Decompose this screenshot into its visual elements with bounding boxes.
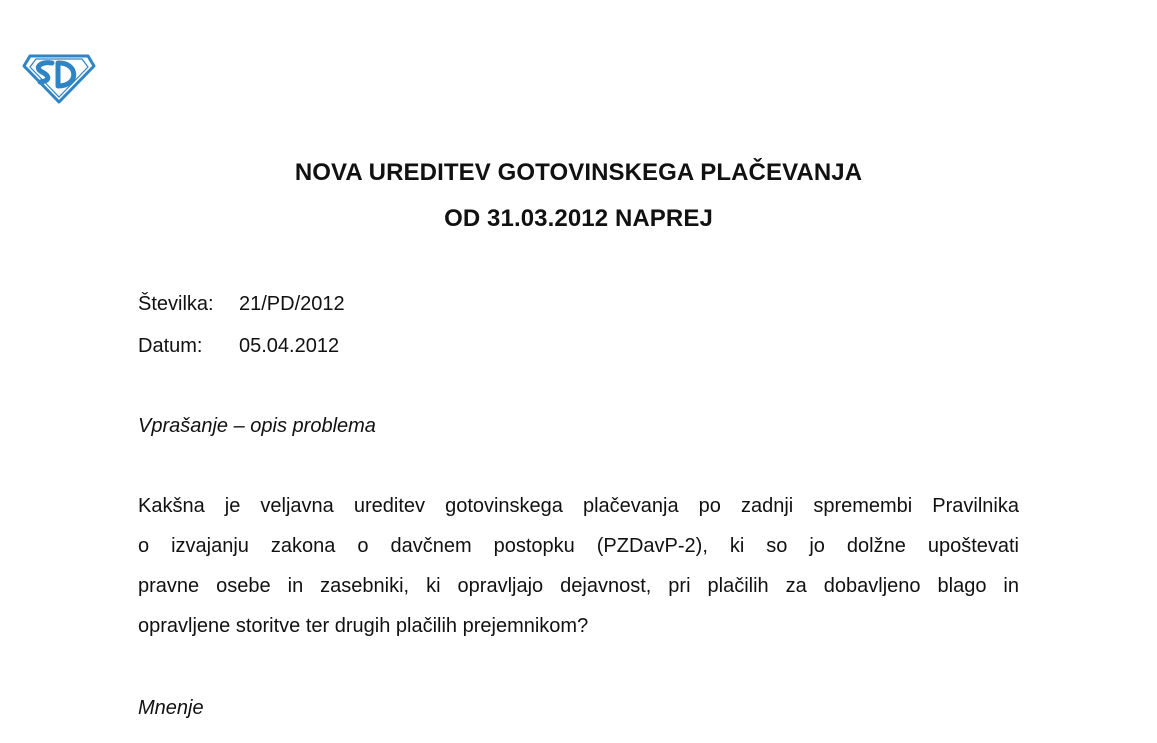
question-line: Kakšna je veljavna ureditev gotovinskega plačevanja po zadnji spremembi Pravilnika [138, 495, 1019, 517]
sd-diamond-logo-icon [22, 48, 96, 104]
question-line: o izvajanju zakona o davčnem postopku (PZDavP-2), ki so jo dolžne upoštevati [138, 535, 1019, 557]
document-number-value: 21/PD/2012 [239, 293, 345, 315]
document-number-label: Številka: [138, 293, 214, 315]
question-line: opravljene storitve ter drugih plačilih prejemnikom? [138, 615, 589, 637]
document-date-row [138, 334, 339, 358]
document-number-row [138, 292, 345, 316]
document-date-value: 05.04.2012 [239, 335, 340, 357]
question-line: pravne osebe in zasebniki, ki opravljajo dejavnost, pri plačilih za dobavljeno blago in [138, 575, 1019, 597]
document-title-line-2: OD 31.03.2012 NAPREJ [444, 205, 713, 232]
document-date-label: Datum: [138, 335, 203, 357]
question-heading: Vprašanje – opis problema [138, 415, 376, 437]
document-title-line-1: NOVA UREDITEV GOTOVINSKEGA PLAČEVANJA [294, 159, 863, 186]
question-paragraph [138, 494, 1019, 654]
opinion-heading: Mnenje [138, 697, 204, 719]
